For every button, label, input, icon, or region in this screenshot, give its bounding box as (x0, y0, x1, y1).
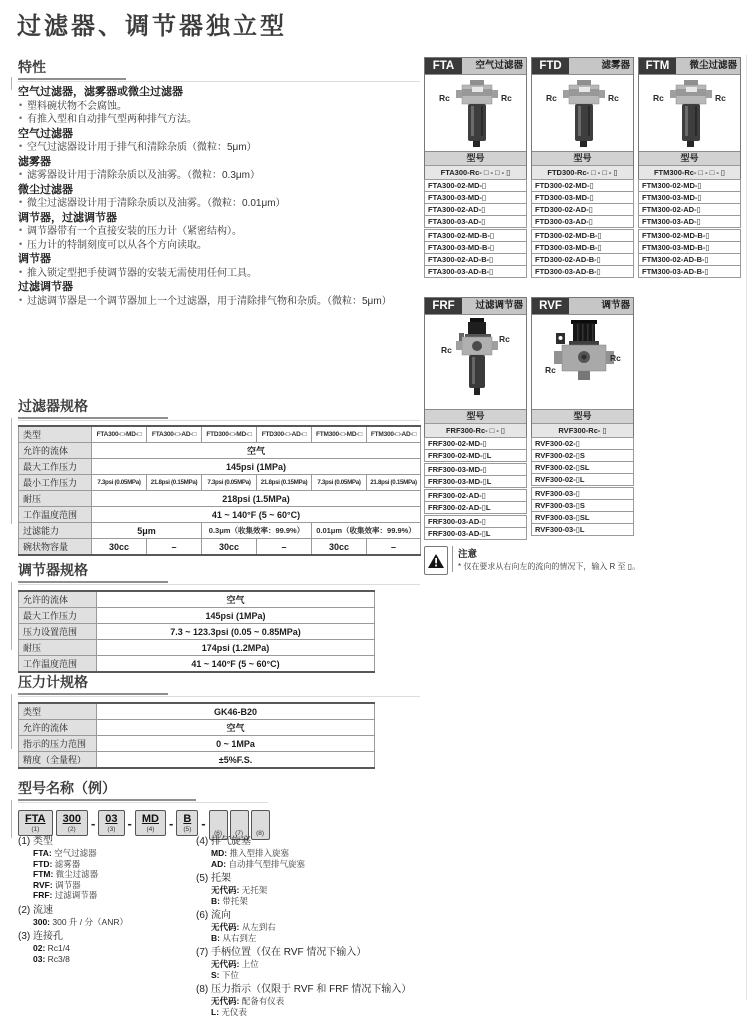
regulator-image (532, 314, 633, 410)
model-row: FRF300-03-AD-▯L (424, 527, 527, 540)
features-heading (18, 57, 420, 82)
row-label: 允许的流体 (19, 591, 97, 608)
value-cell: 空气 (92, 443, 421, 459)
value-cell: 30cc (312, 539, 367, 556)
type-cell: FTD300-□-MD-□ (202, 426, 257, 443)
panel-name: 微尘过滤器 (676, 58, 740, 74)
segment-number: (5) (183, 826, 191, 834)
table-row (19, 640, 375, 656)
model-row: FRF300-03-MD-▯ (424, 463, 527, 476)
model-header: 型号 (532, 152, 633, 166)
filter-spec-heading-text: 过滤器规格 (18, 396, 88, 418)
model-row: FTD300-03-AD-B-▯ (531, 265, 634, 278)
legend-item: B: 带托架 (196, 896, 476, 907)
value-cell: 5μm (92, 523, 202, 539)
air-filter-image (425, 74, 526, 152)
port-label-left: Rc (546, 93, 557, 103)
value-cell: 7.3psi (0.05MPa) (312, 475, 367, 491)
port-label-right: Rc (499, 334, 510, 344)
feature-group-title: 空气过滤器，滤雾器或微尘过滤器 (18, 86, 420, 100)
value-cell: 145psi (1MPa) (92, 459, 421, 475)
legend-right-column (196, 832, 476, 1017)
feature-group-title: 调节器，过滤调节器 (18, 212, 420, 226)
port-label-left: Rc (653, 93, 664, 103)
model-pattern: FRF300-Rc- □ - ▯ (425, 424, 526, 437)
value-cell: 空气 (97, 720, 375, 736)
table-row (19, 426, 421, 443)
panel-code: FTM (639, 58, 676, 74)
segment-number: (1) (25, 826, 46, 834)
panel-name: 滤雾器 (569, 58, 633, 74)
panel-header (425, 298, 526, 314)
model-pattern: FTD300-Rc- □ - □ - ▯ (532, 166, 633, 179)
regulator-spec-heading-text: 调节器规格 (18, 560, 88, 582)
panel-code: RVF (532, 298, 569, 314)
feature-bullet: • 调节器带有一个直接安装的压力计（紧密结构）。 (18, 225, 420, 239)
product-panel-ftd (531, 57, 634, 278)
panel-frame (424, 297, 527, 438)
model-row: RVF300-03-▯SL (531, 511, 634, 524)
model-row: FTM300-02-AD-B-▯ (638, 253, 741, 266)
feature-bullet: • 有推入型和自动排气型两种排气方法。 (18, 113, 420, 127)
model-row: FRF300-02-MD-▯ (424, 437, 527, 450)
model-row: FTA300-03-AD-▯ (424, 215, 527, 228)
option-number: (6) (214, 830, 222, 838)
filter-drawing-icon (532, 75, 635, 151)
legend-item: 无代码: 配备有仪表 (196, 996, 476, 1007)
caution-note (424, 546, 674, 575)
model-row: FTM300-02-MD-▯ (638, 179, 741, 192)
value-cell: 41 ~ 140°F (5 ~ 60°C) (92, 507, 421, 523)
caution-text: * 仅在要求从右向左的流向的情况下，输入 R 至 ▯。 (458, 561, 640, 572)
segment-separator: - (201, 816, 205, 831)
model-row: FTA300-02-MD-▯ (424, 179, 527, 192)
section-tick (11, 800, 12, 838)
legend-section-title: (6) 流向 (196, 910, 476, 922)
features-section (18, 57, 420, 308)
panel-name: 调节器 (569, 298, 633, 314)
section-tick (11, 77, 12, 90)
panel-header (425, 58, 526, 74)
feature-bullet: • 空气过滤器设计用于排气和清除杂质（微粒：5μm） (18, 141, 420, 155)
legend-item: 300: 300 升 / 分（ANR） (18, 917, 190, 928)
model-name-heading-text: 型号名称（例） (18, 778, 116, 800)
legend-item: FTM: 微尘过滤器 (18, 869, 190, 880)
mist-separator-image (532, 74, 633, 152)
filter-spec-heading (18, 396, 420, 421)
row-label: 过滤能力 (19, 523, 92, 539)
model-row: FTM300-03-MD-B-▯ (638, 241, 741, 254)
panel-header (532, 298, 633, 314)
legend-section-title: (1) 类型 (18, 836, 190, 848)
value-cell: 21.8psi (0.15MPa) (367, 475, 421, 491)
model-header: 型号 (639, 152, 740, 166)
gauge-spec-heading-text: 压力计规格 (18, 672, 88, 694)
model-row: FTA300-02-AD-B-▯ (424, 253, 527, 266)
legend-item: RVF: 调节器 (18, 880, 190, 891)
legend-section-title: (4) 排气旋塞 (196, 836, 476, 848)
model-pattern: RVF300-Rc- ▯ (532, 424, 633, 437)
row-label: 耐压 (19, 491, 92, 507)
row-label: 最大工作压力 (19, 608, 97, 624)
table-row (19, 591, 375, 608)
row-label: 压力设置范围 (19, 624, 97, 640)
gauge-spec-table (18, 702, 375, 769)
panel-code: FTD (532, 58, 569, 74)
port-label-left: Rc (441, 345, 452, 355)
value-cell: 145psi (1MPa) (97, 608, 375, 624)
model-row: FTA300-02-AD-▯ (424, 203, 527, 216)
value-cell: 7.3psi (0.05MPa) (202, 475, 257, 491)
row-label: 碗状物容量 (19, 539, 92, 556)
panel-header (532, 58, 633, 74)
legend-item: FRF: 过滤调节器 (18, 890, 190, 901)
model-row: RVF300-03-▯S (531, 499, 634, 512)
legend-section-title: (7) 手柄位置（仅在 RVF 情况下输入） (196, 947, 476, 959)
model-row: RVF300-03-▯L (531, 523, 634, 536)
regulator-spec-section (18, 560, 420, 673)
micro-mist-filter-image (639, 74, 740, 152)
model-name-section (18, 778, 420, 840)
table-row (19, 475, 421, 491)
segment-separator: - (128, 816, 132, 831)
model-row: FTM300-03-AD-▯ (638, 215, 741, 228)
segment-code: 03 (105, 813, 117, 826)
gauge-spec-section (18, 672, 420, 769)
feature-bullet: • 塑料碗状物不会腐蚀。 (18, 100, 420, 114)
option-number: (7) (235, 830, 243, 838)
table-row (19, 752, 375, 769)
row-label: 最大工作压力 (19, 459, 92, 475)
section-tick (11, 694, 12, 749)
value-cell: 7.3psi (0.05MPa) (92, 475, 147, 491)
row-label: 类型 (19, 703, 97, 720)
legend-left-column (18, 832, 190, 964)
segment-number: (2) (63, 826, 81, 834)
product-panel-frf (424, 297, 527, 540)
page-edge-line (746, 55, 747, 1000)
panel-frame (638, 57, 741, 180)
feature-bullet: • 压力计的特制刻度可以从各个方向读取。 (18, 239, 420, 253)
row-label: 工作温度范围 (19, 507, 92, 523)
model-row: RVF300-03-▯ (531, 487, 634, 500)
panel-name: 空气过滤器 (462, 58, 526, 74)
model-row: FTD300-02-MD-▯ (531, 179, 634, 192)
type-cell: FTA300-□-AD-□ (147, 426, 202, 443)
model-header: 型号 (425, 152, 526, 166)
features-list (18, 86, 420, 308)
table-row (19, 507, 421, 523)
model-row: FRF300-03-AD-▯ (424, 515, 527, 528)
panel-code: FTA (425, 58, 462, 74)
filter-spec-section (18, 396, 420, 556)
feature-bullet: • 微尘过滤器设计用于清除杂质以及油雾。（微粒：0.01μm） (18, 197, 420, 211)
model-header: 型号 (532, 410, 633, 424)
panel-name: 过滤调节器 (462, 298, 526, 314)
model-row: FRF300-02-AD-▯ (424, 489, 527, 502)
model-row: FTA300-03-MD-B-▯ (424, 241, 527, 254)
value-cell: 0.3μm（收集效率：99.9%） (202, 523, 312, 539)
model-row: FRF300-02-AD-▯L (424, 501, 527, 514)
legend-item: 03: Rc3/8 (18, 954, 190, 965)
value-cell: 21.8psi (0.15MPa) (147, 475, 202, 491)
panel-code: FRF (425, 298, 462, 314)
port-label-left: Rc (439, 93, 450, 103)
model-pattern: FTM300-Rc- □ - □ - ▯ (639, 166, 740, 179)
legend-item: B: 从右到左 (196, 933, 476, 944)
segment-code: B (183, 813, 191, 826)
legend-item: FTA: 空气过滤器 (18, 848, 190, 859)
model-row: RVF300-02-▯S (531, 449, 634, 462)
panel-frame (424, 57, 527, 180)
value-cell: 41 ~ 140°F (5 ~ 60°C) (97, 656, 375, 673)
section-tick (11, 582, 12, 650)
value-cell: 0 ~ 1MPa (97, 736, 375, 752)
segment-separator: - (91, 816, 95, 831)
model-row: FRF300-03-MD-▯L (424, 475, 527, 488)
panel-frame (531, 297, 634, 438)
segment-number: (4) (142, 826, 159, 834)
row-label: 允许的流体 (19, 443, 92, 459)
filter-drawing-icon (639, 75, 742, 151)
legend-item: 02: Rc1/4 (18, 943, 190, 954)
table-row (19, 624, 375, 640)
model-row: FTM300-02-AD-▯ (638, 203, 741, 216)
model-row: FTD300-03-MD-▯ (531, 191, 634, 204)
value-cell: 7.3 ~ 123.3psi (0.05 ~ 0.85MPa) (97, 624, 375, 640)
features-heading-text: 特性 (18, 57, 46, 79)
legend-section-title: (8) 压力指示（仅限于 RVF 和 FRF 情况下输入） (196, 984, 476, 996)
port-label-right: Rc (715, 93, 726, 103)
model-row: FTA300-03-MD-▯ (424, 191, 527, 204)
table-row (19, 539, 421, 556)
legend-item: FTD: 滤雾器 (18, 859, 190, 870)
product-panel-fta (424, 57, 527, 278)
port-label-right: Rc (501, 93, 512, 103)
segment-code: FTA (25, 813, 46, 826)
feature-group-title: 调节器 (18, 253, 420, 267)
regulator-spec-heading (18, 560, 420, 585)
port-label-left: Rc (545, 365, 556, 375)
legend-item: L: 无仪表 (196, 1007, 476, 1017)
model-row: FTD300-02-AD-▯ (531, 203, 634, 216)
value-cell: 空气 (97, 591, 375, 608)
table-row (19, 736, 375, 752)
model-row: FTD300-03-AD-▯ (531, 215, 634, 228)
legend-section-title: (2) 流速 (18, 905, 190, 917)
table-row (19, 720, 375, 736)
value-cell: GK46-B20 (97, 703, 375, 720)
value-cell: ±5%F.S. (97, 752, 375, 769)
feature-bullet: • 推入锁定型把手使调节器的安装无需使用任何工具。 (18, 267, 420, 281)
value-cell: 30cc (92, 539, 147, 556)
filter-drawing-icon (425, 75, 528, 151)
segment-code: 300 (63, 813, 81, 826)
value-cell: 174psi (1.2MPa) (97, 640, 375, 656)
filter-regulator-drawing-icon (425, 315, 528, 409)
row-label: 类型 (19, 426, 92, 443)
model-row: FTA300-02-MD-B-▯ (424, 229, 527, 242)
feature-group-title: 微尘过滤器 (18, 184, 420, 198)
table-row (19, 608, 375, 624)
warning-icon (424, 546, 448, 575)
type-cell: FTD300-□-AD-□ (257, 426, 312, 443)
model-row: FTD300-02-AD-B-▯ (531, 253, 634, 266)
panel-frame (531, 57, 634, 180)
model-name-heading (18, 778, 268, 803)
legend-item: 无代码: 无托架 (196, 885, 476, 896)
caution-body (452, 546, 640, 572)
panel-header (639, 58, 740, 74)
model-header: 型号 (425, 410, 526, 424)
option-number: (8) (256, 830, 264, 838)
row-label: 允许的流体 (19, 720, 97, 736)
feature-bullet: • 滤雾器设计用于清除杂质以及油雾。（微粒：0.3μm） (18, 169, 420, 183)
model-row: FTD300-02-MD-B-▯ (531, 229, 634, 242)
row-label: 工作温度范围 (19, 656, 97, 673)
port-label-right: Rc (610, 353, 621, 363)
feature-group-title: 过滤调节器 (18, 281, 420, 295)
row-label: 指示的压力范围 (19, 736, 97, 752)
model-row: RVF300-02-▯SL (531, 461, 634, 474)
table-row (19, 703, 375, 720)
caution-title: 注意 (458, 546, 640, 560)
segment-number: (3) (105, 826, 117, 834)
legend-item: MD: 推入型排入旋塞 (196, 848, 476, 859)
legend-item: AD: 自动排气型排气旋塞 (196, 859, 476, 870)
model-pattern: FTA300-Rc- □ - □ - ▯ (425, 166, 526, 179)
model-row: RVF300-02-▯ (531, 437, 634, 450)
model-row: FTD300-03-MD-B-▯ (531, 241, 634, 254)
table-row (19, 523, 421, 539)
row-label: 耐压 (19, 640, 97, 656)
legend-section-title: (5) 托架 (196, 873, 476, 885)
feature-bullet: • 过滤调节器是一个调节器加上一个过滤器，用于清除排气物和杂质。（微粒：5μm） (18, 295, 420, 309)
segment-code: MD (142, 813, 159, 826)
product-panel-rvf (531, 297, 634, 536)
gauge-spec-heading (18, 672, 420, 697)
row-label: 精度（全量程） (19, 752, 97, 769)
legend-section-title: (3) 连接孔 (18, 931, 190, 943)
value-cell: 0.01μm（收集效率：99.9%） (312, 523, 421, 539)
model-row: FRF300-02-MD-▯L (424, 449, 527, 462)
model-row: FTM300-03-MD-▯ (638, 191, 741, 204)
row-label: 最小工作压力 (19, 475, 92, 491)
model-row: FTA300-03-AD-B-▯ (424, 265, 527, 278)
model-row: FTM300-02-MD-B-▯ (638, 229, 741, 242)
port-label-right: Rc (608, 93, 619, 103)
feature-group-title: 滤雾器 (18, 156, 420, 170)
filter-regulator-image (425, 314, 526, 410)
filter-spec-table (18, 425, 421, 556)
value-cell: 30cc (202, 539, 257, 556)
table-row (19, 656, 375, 673)
product-panel-ftm (638, 57, 741, 278)
type-cell: FTM300-□-MD-□ (312, 426, 367, 443)
type-cell: FTM300-□-AD-□ (367, 426, 421, 443)
value-cell: – (367, 539, 421, 556)
table-row (19, 491, 421, 507)
legend-item: 无代码: 上位 (196, 959, 476, 970)
table-row (19, 443, 421, 459)
legend-item: 无代码: 从左到右 (196, 922, 476, 933)
type-cell: FTA300-□-MD-□ (92, 426, 147, 443)
value-cell: 21.8psi (0.15MPa) (257, 475, 312, 491)
value-cell: 218psi (1.5MPa) (92, 491, 421, 507)
regulator-spec-table (18, 590, 375, 673)
value-cell: – (147, 539, 202, 556)
page-title: 过滤器、调节器独立型 (17, 6, 287, 41)
segment-separator: - (169, 816, 173, 831)
model-row: FTM300-03-AD-B-▯ (638, 265, 741, 278)
value-cell: – (257, 539, 312, 556)
legend-item: S: 下位 (196, 970, 476, 981)
section-tick (11, 418, 12, 524)
feature-group-title: 空气过滤器 (18, 128, 420, 142)
table-row (19, 459, 421, 475)
model-row: RVF300-02-▯L (531, 473, 634, 486)
